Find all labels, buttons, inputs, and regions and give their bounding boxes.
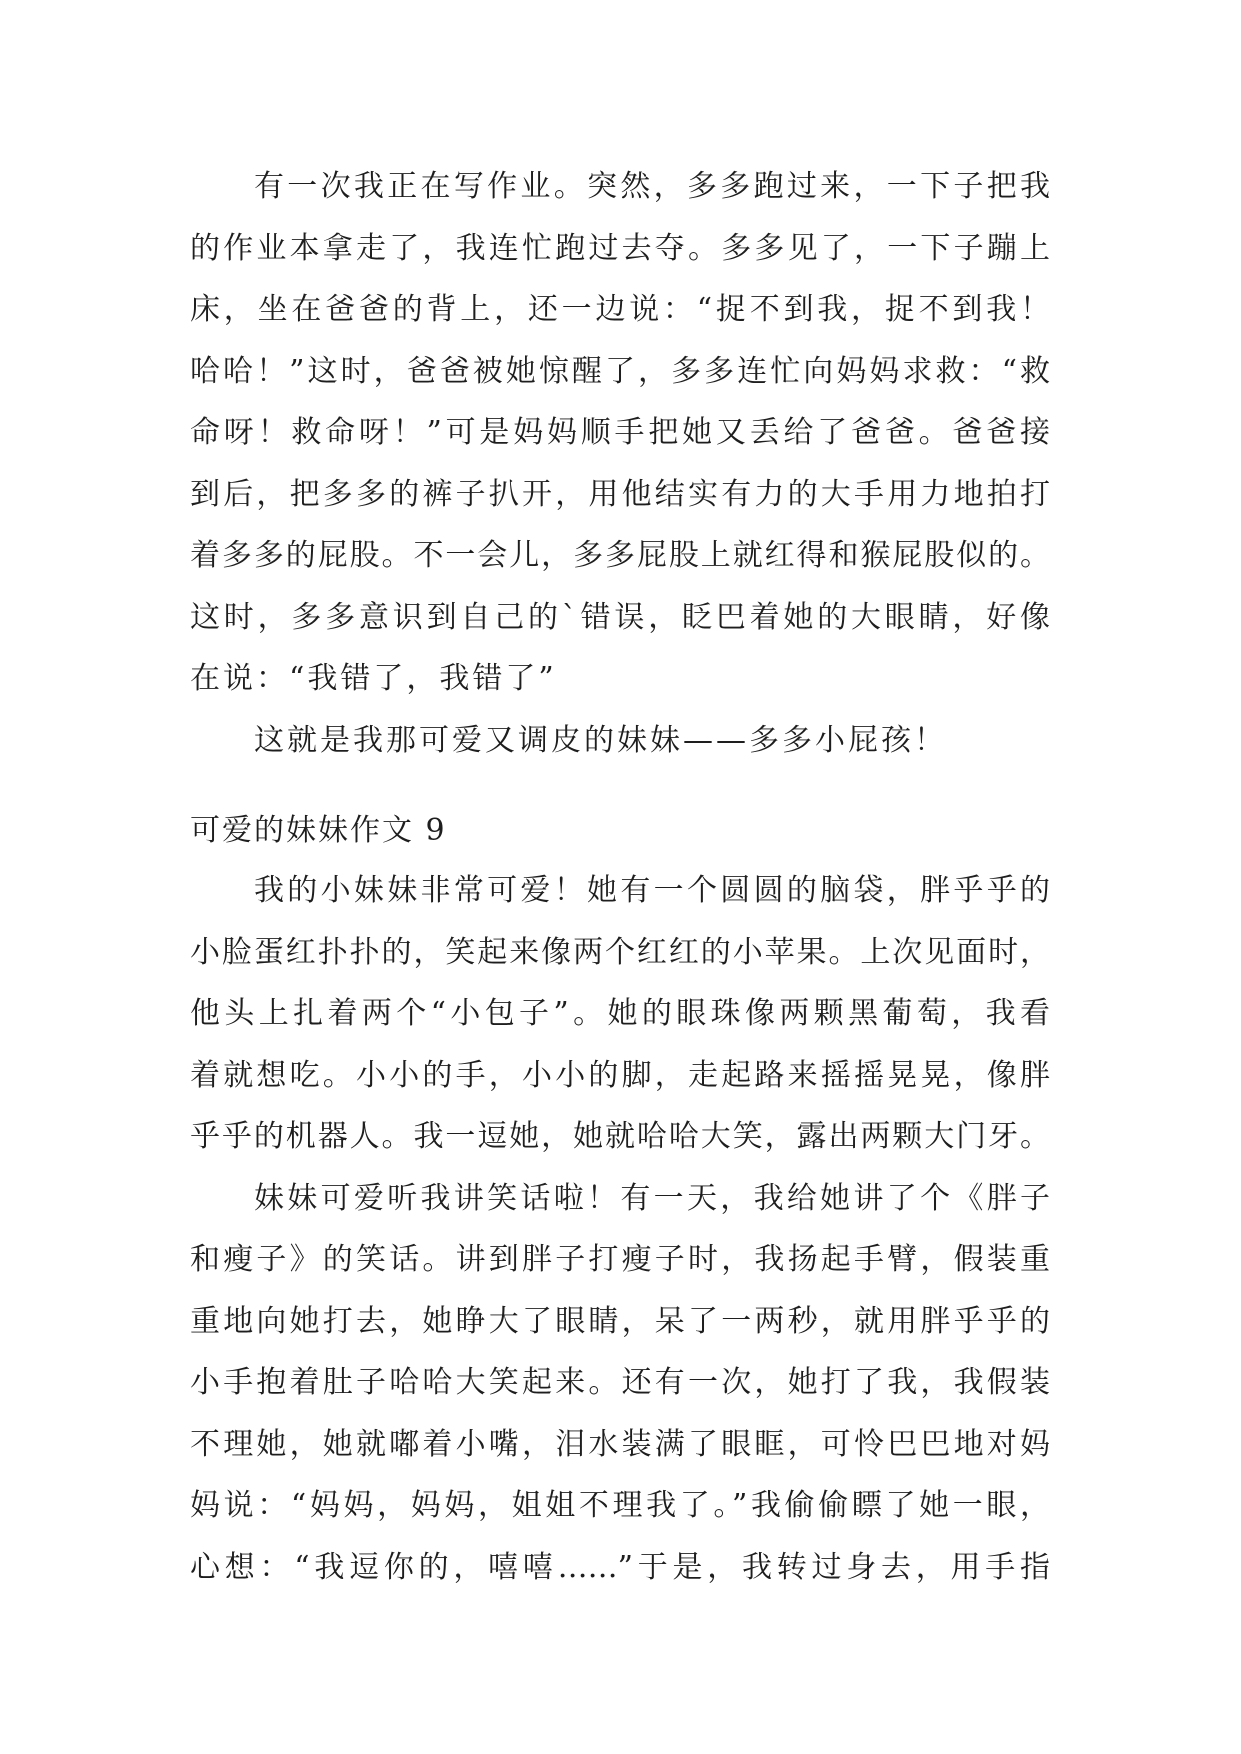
paragraph-line: 他头上扎着两个“小包子”。她的眼珠像两颗黑葡萄，我看	[190, 996, 1050, 1031]
section2-body	[190, 860, 1050, 1598]
paragraph-line: 这就是我那可爱又调皮的妹妹——多多小屁孩！	[254, 722, 947, 758]
paragraph-line: 到后，把多多的裤子扒开，用他结实有力的大手用力地拍打	[190, 476, 1050, 512]
paragraph-line: 小手抱着肚子哈哈大笑起来。还有一次，她打了我，我假装	[190, 1365, 1050, 1400]
paragraph-line: 命呀！救命呀！”可是妈妈顺手把她又丢给了爸爸。爸爸接	[190, 415, 1050, 450]
paragraph-line: 和瘦子》的笑话。讲到胖子打瘦子时，我扬起手臂，假装重	[190, 1242, 1050, 1277]
paragraph-line: 心想：“我逗你的，嘻嘻……”于是，我转过身去，用手指	[190, 1549, 1050, 1585]
paragraph-line: 有一次我正在写作业。突然，多多跑过来，一下子把我	[254, 169, 1050, 204]
paragraph-line: 不理她，她就嘟着小嘴，泪水装满了眼眶，可怜巴巴地对妈	[190, 1426, 1050, 1462]
paragraph-line: 床，坐在爸爸的背上，还一边说：“捉不到我，捉不到我！	[190, 292, 1050, 327]
paragraph-line: 妈说：“妈妈，妈妈，姐姐不理我了。”我偷偷瞟了她一眼，	[190, 1488, 1050, 1523]
paragraph-line: 妹妹可爱听我讲笑话啦！有一天，我给她讲了个《胖子	[254, 1180, 1050, 1216]
paragraph-line: 着就想吃。小小的手，小小的脚，走起路来摇摇晃晃，像胖	[190, 1057, 1050, 1093]
paragraph-line: 的作业本拿走了，我连忙跑过去夺。多多见了，一下子蹦上	[190, 230, 1050, 266]
paragraph-line: 这时，多多意识到自己的`错误，眨巴着她的大眼睛，好像	[190, 599, 1050, 635]
section-title: 可爱的妹妹作文 9	[190, 813, 447, 848]
section1-body	[190, 156, 1050, 771]
paragraph-line: 小脸蛋红扑扑的，笑起来像两个红红的小苹果。上次见面时，	[190, 934, 1050, 970]
paragraph-line: 重地向她打去，她睁大了眼睛，呆了一两秒，就用胖乎乎的	[190, 1303, 1050, 1339]
paragraph-line: 我的小妹妹非常可爱！她有一个圆圆的脑袋，胖乎乎的	[254, 873, 1050, 908]
paragraph-line: 哈哈！”这时，爸爸被她惊醒了，多多连忙向妈妈求救：“救	[190, 353, 1050, 389]
paragraph-line: 乎乎的机器人。我一逗她，她就哈哈大笑，露出两颗大门牙。	[190, 1119, 1050, 1154]
paragraph-line: 着多多的屁股。不一会儿，多多屁股上就红得和猴屁股似的。	[190, 538, 1050, 573]
paragraph-line: 在说：“我错了，我错了”	[190, 661, 557, 696]
